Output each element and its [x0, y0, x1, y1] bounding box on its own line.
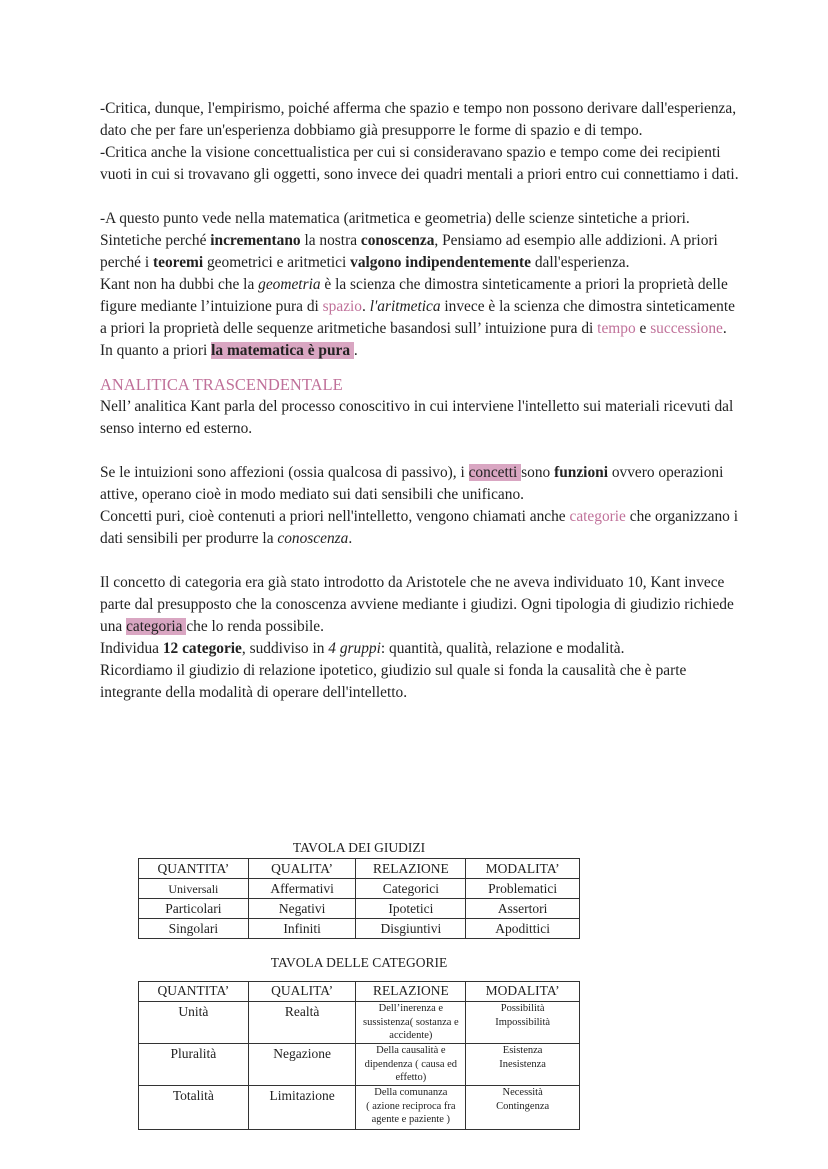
- table-cell: Disgiuntivi: [356, 919, 466, 939]
- paragraph-category-aristotle: [100, 572, 740, 638]
- text-span: geometrici e aritmetici: [203, 254, 351, 271]
- table-header-row: [139, 859, 580, 879]
- table-cell: Negativi: [248, 899, 356, 919]
- text-span: -A questo punto vede nella matematica (aritmetica e geometria) delle scienze sintetiche a priori. Sintetiche perché: [100, 210, 690, 249]
- paragraph-analytic-intro: Nell’ analitica Kant parla del processo conoscitivo in cui interviene l'intelletto sui materiali ricevuti dal senso interno ed esterno.: [100, 398, 734, 437]
- pink-term: spazio: [322, 298, 362, 315]
- header-cell: QUALITA’: [248, 982, 356, 1002]
- tables-area: [138, 838, 580, 1130]
- text-span: Kant non ha dubbi che la: [100, 276, 259, 293]
- text-span: che organizzano i dati sensibili per produrre la: [100, 508, 738, 547]
- paragraph-critique-conceptualism: -Critica anche la visione concettualistica per cui si consideravano spazio e tempo come dei recipienti vuoti in cui si trovavano gli oggetti, sono invece dei quadri mentali a priori entro cui connettiamo i dati.: [100, 144, 739, 183]
- text-span: .: [348, 530, 353, 547]
- paragraph-geometry-arithmetic: [100, 274, 740, 362]
- bold-text: funzioni: [554, 464, 608, 481]
- paragraph-twelve-categories: [100, 638, 740, 660]
- paragraph-mathematics: [100, 208, 740, 274]
- table-cell: Problematici: [466, 879, 580, 899]
- table-cell: Unità: [139, 1002, 249, 1044]
- header-cell: RELAZIONE: [356, 859, 466, 879]
- section-heading: ANALITICA TRASCENDENTALE: [100, 375, 343, 394]
- table-row: [139, 1002, 580, 1044]
- text-span: Concetti puri, cioè contenuti a priori nell'intelletto, vengono chiamati anche: [100, 508, 570, 525]
- paragraph-concepts: [100, 462, 740, 506]
- text-span: la nostra: [300, 232, 361, 249]
- text-span: Individua: [100, 640, 163, 657]
- table-row: [139, 1086, 580, 1130]
- table-cell: Realtà: [248, 1002, 356, 1044]
- table-cell: Totalità: [139, 1086, 249, 1130]
- table-row: [139, 1044, 580, 1086]
- text-span: sono: [521, 464, 555, 481]
- header-cell: QUANTITA’: [139, 859, 249, 879]
- header-cell: RELAZIONE: [356, 982, 466, 1002]
- table-cell: Della causalità e dipendenza ( causa ed effetto): [356, 1044, 466, 1086]
- table-cell: Esistenza Inesistenza: [466, 1044, 580, 1086]
- italic-text: 4 gruppi: [328, 640, 381, 657]
- bold-text: conoscenza: [360, 232, 435, 249]
- text-span: .: [353, 342, 358, 359]
- text-span: e: [635, 320, 651, 337]
- text-span: è la scienza che dimostra sinteticamente a priori la proprietà delle figure mediante l’intuizione pura di: [100, 276, 728, 315]
- paragraph-hypothetical-judgment: Ricordiamo il giudizio di relazione ipotetico, giudizio sul quale si fonda la causalità che è parte integrante della modalità di operare dell'intelletto.: [100, 662, 687, 701]
- italic-text: conoscenza: [277, 530, 349, 547]
- pink-term: categorie: [569, 508, 626, 525]
- text-span: Il concetto di categoria era già stato introdotto da Aristotele che ne aveva individuato 10, Kant invece parte dal presupposto che la conoscenza avviene mediante i giudizi. Ogni tipologia di giudizio richiede una: [100, 574, 734, 635]
- table-cell: Categorici: [356, 879, 466, 899]
- italic-text: geometria: [258, 276, 321, 293]
- table-cell: Universali: [139, 879, 249, 899]
- text-span: che lo renda possibile.: [186, 618, 324, 635]
- text-span: .: [362, 298, 370, 315]
- text-span: , Pensiamo ad esempio alle addizioni. A priori perché i: [100, 232, 718, 271]
- bold-text: teoremi: [152, 254, 204, 271]
- table-cell: Singolari: [139, 919, 249, 939]
- table-cell: Dell’inerenza e sussistenza( sostanza e accidente): [356, 1002, 466, 1044]
- table-cell: Negazione: [248, 1044, 356, 1086]
- table-caption-categories: TAVOLA DELLE CATEGORIE: [270, 955, 448, 970]
- categories-table: [138, 981, 580, 1130]
- table-cell: Apodittici: [466, 919, 580, 939]
- table-row: [139, 919, 580, 939]
- header-cell: MODALITA’: [466, 859, 580, 879]
- table-cell: Pluralità: [139, 1044, 249, 1086]
- document-body: [100, 98, 740, 704]
- text-span: invece è la scienza che dimostra sinteticamente a priori la proprietà delle sequenze aritmetiche basandosi sull’ intuizione pura di: [100, 298, 735, 337]
- bold-text: incrementano: [210, 232, 301, 249]
- highlighted-text: categoria: [126, 618, 187, 635]
- pink-term: successione: [650, 320, 723, 337]
- judgments-table: [138, 858, 580, 939]
- table-cell: Affermativi: [248, 879, 356, 899]
- bold-text: valgono indipendentemente: [350, 254, 531, 271]
- highlighted-text: la matematica è pura: [211, 342, 354, 359]
- table-cell: Possibilità Impossibilità: [466, 1002, 580, 1044]
- header-cell: QUALITA’: [248, 859, 356, 879]
- table-cell: Assertori: [466, 899, 580, 919]
- table-caption-judgments: TAVOLA DEI GIUDIZI: [292, 840, 426, 855]
- header-cell: MODALITA’: [466, 982, 580, 1002]
- table-cell: Limitazione: [248, 1086, 356, 1130]
- table-cell: Necessità Contingenza: [466, 1086, 580, 1130]
- table-cell: Della comunanza ( azione reciproca fra agente e paziente ): [356, 1086, 466, 1130]
- text-span: ovvero operazioni attive, operano cioè in modo mediato sui dati sensibili che unificano.: [100, 464, 724, 503]
- text-span: . In quanto a priori: [100, 320, 727, 359]
- table-cell: Ipotetici: [356, 899, 466, 919]
- table-cell: Infiniti: [248, 919, 356, 939]
- table-row: [139, 899, 580, 919]
- text-span: dall'esperienza.: [531, 254, 630, 271]
- header-cell: QUANTITA’: [139, 982, 249, 1002]
- table-row: [139, 879, 580, 899]
- text-span: : quantità, qualità, relazione e modalità.: [380, 640, 625, 657]
- text-span: Se le intuizioni sono affezioni (ossia qualcosa di passivo), i: [100, 464, 469, 481]
- paragraph-critique-empiricism: -Critica, dunque, l'empirismo, poiché afferma che spazio e tempo non possono derivare dall'esperienza, dato che per fare un'esperienza dobbiamo già presupporre le forme di spazio e di tempo.: [100, 100, 737, 139]
- italic-text: l'aritmetica: [369, 298, 441, 315]
- highlighted-text: concetti: [468, 464, 522, 481]
- pink-term: tempo: [597, 320, 636, 337]
- table-cell: Particolari: [139, 899, 249, 919]
- bold-text: 12 categorie: [162, 640, 242, 657]
- table-header-row: [139, 982, 580, 1002]
- text-span: , suddiviso in: [241, 640, 329, 657]
- paragraph-pure-concepts: [100, 506, 740, 550]
